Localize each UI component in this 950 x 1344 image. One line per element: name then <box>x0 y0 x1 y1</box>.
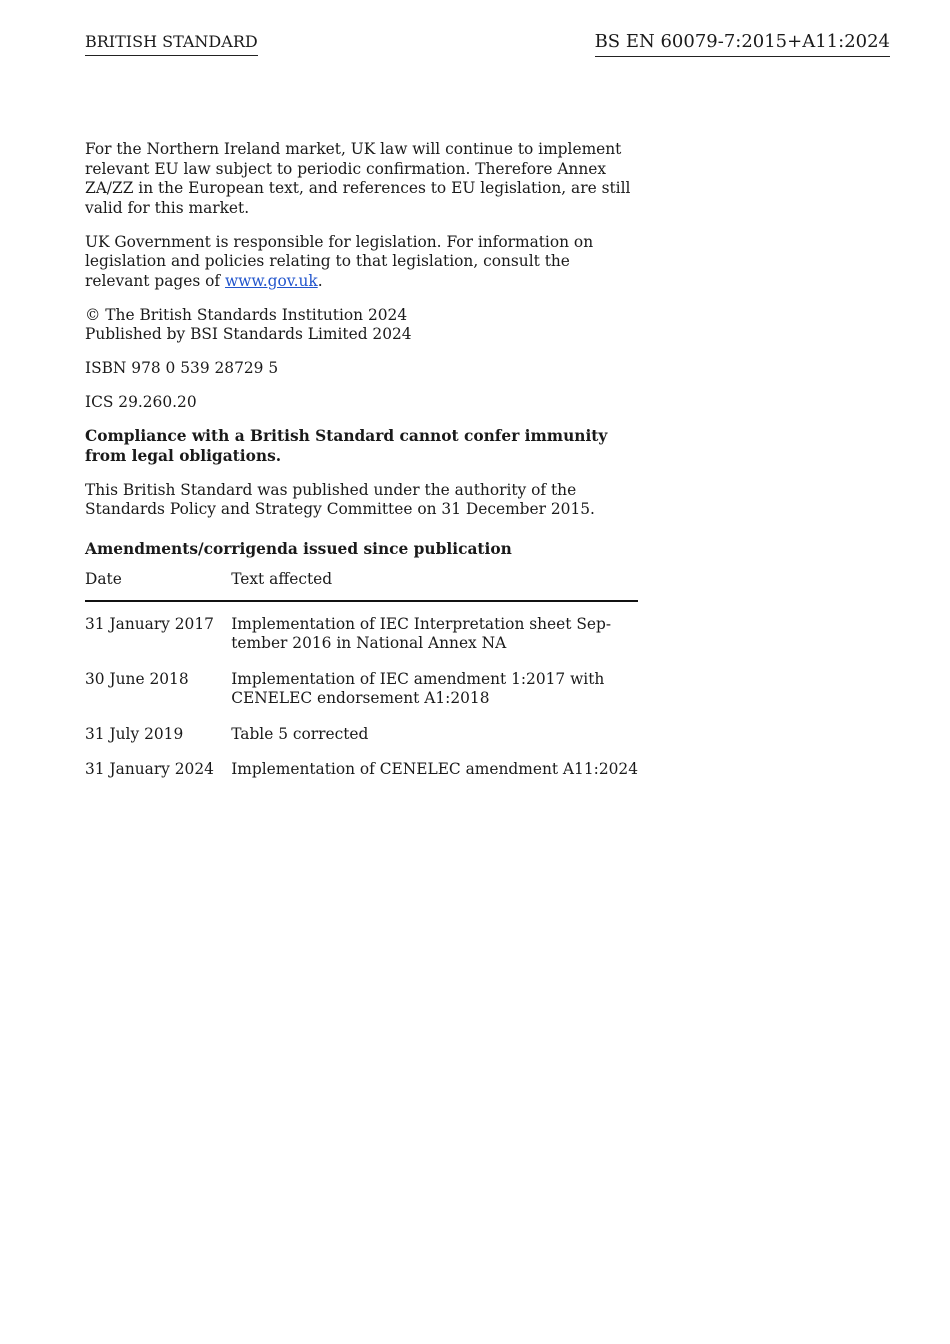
header-standard-label: BRITISH STANDARD <box>85 32 258 56</box>
gov-uk-link[interactable]: www.gov.uk <box>225 271 318 290</box>
authority-paragraph: This British Standard was published under the authority of the Standards Policy and Strategy Committee on 31 December 2015. <box>85 480 595 518</box>
amendment-text: Implementation of CENELEC amendment A11:2024 <box>231 760 638 778</box>
isbn-line: ISBN 978 0 539 28729 5 <box>85 359 279 377</box>
amendment-text: Implementation of IEC Interpretation sheet Sep-tember 2016 in National Annex NA <box>231 614 612 652</box>
amendment-date: 31 July 2019 <box>85 724 184 743</box>
copyright-line: © The British Standards Institution 2024 <box>85 305 408 324</box>
government-text: UK Government is responsible for legislation. For information on legislation and policies relating to that legislation, consult the relevant pages of <box>85 232 594 290</box>
government-paragraph <box>85 233 638 292</box>
amendments-title: Amendments/corrigenda issued since publication <box>85 539 512 558</box>
document-body <box>85 140 638 790</box>
table-row <box>85 719 638 755</box>
northern-ireland-paragraph: For the Northern Ireland market, UK law will continue to implement relevant EU law subject to periodic confirmation. Therefore Annex ZA/ZZ in the European text, and references to EU legislation, are still valid for this market. <box>85 140 631 217</box>
column-header-text-affected: Text affected <box>231 567 638 601</box>
amendment-date: 31 January 2017 <box>85 614 214 633</box>
compliance-statement: Compliance with a British Standard cannot confer immunity from legal obligations. <box>85 427 608 465</box>
copyright-block <box>85 306 638 345</box>
table-row <box>85 664 638 719</box>
amendments-header-row <box>85 567 638 601</box>
ics-line: ICS 29.260.20 <box>85 393 197 411</box>
government-text-end: . <box>317 271 323 290</box>
published-line: Published by BSI Standards Limited 2024 <box>85 325 412 343</box>
table-row <box>85 601 638 664</box>
amendment-text: Implementation of IEC amendment 1:2017 with CENELEC endorsement A1:2018 <box>231 669 605 707</box>
amendments-table <box>85 567 638 790</box>
amendment-text: Table 5 corrected <box>231 724 369 743</box>
header-standard-number: BS EN 60079-7:2015+A11:2024 <box>595 31 890 57</box>
amendment-date: 30 June 2018 <box>85 669 189 688</box>
column-header-date: Date <box>85 567 231 601</box>
table-row <box>85 754 638 790</box>
amendment-date: 31 January 2024 <box>85 760 214 778</box>
